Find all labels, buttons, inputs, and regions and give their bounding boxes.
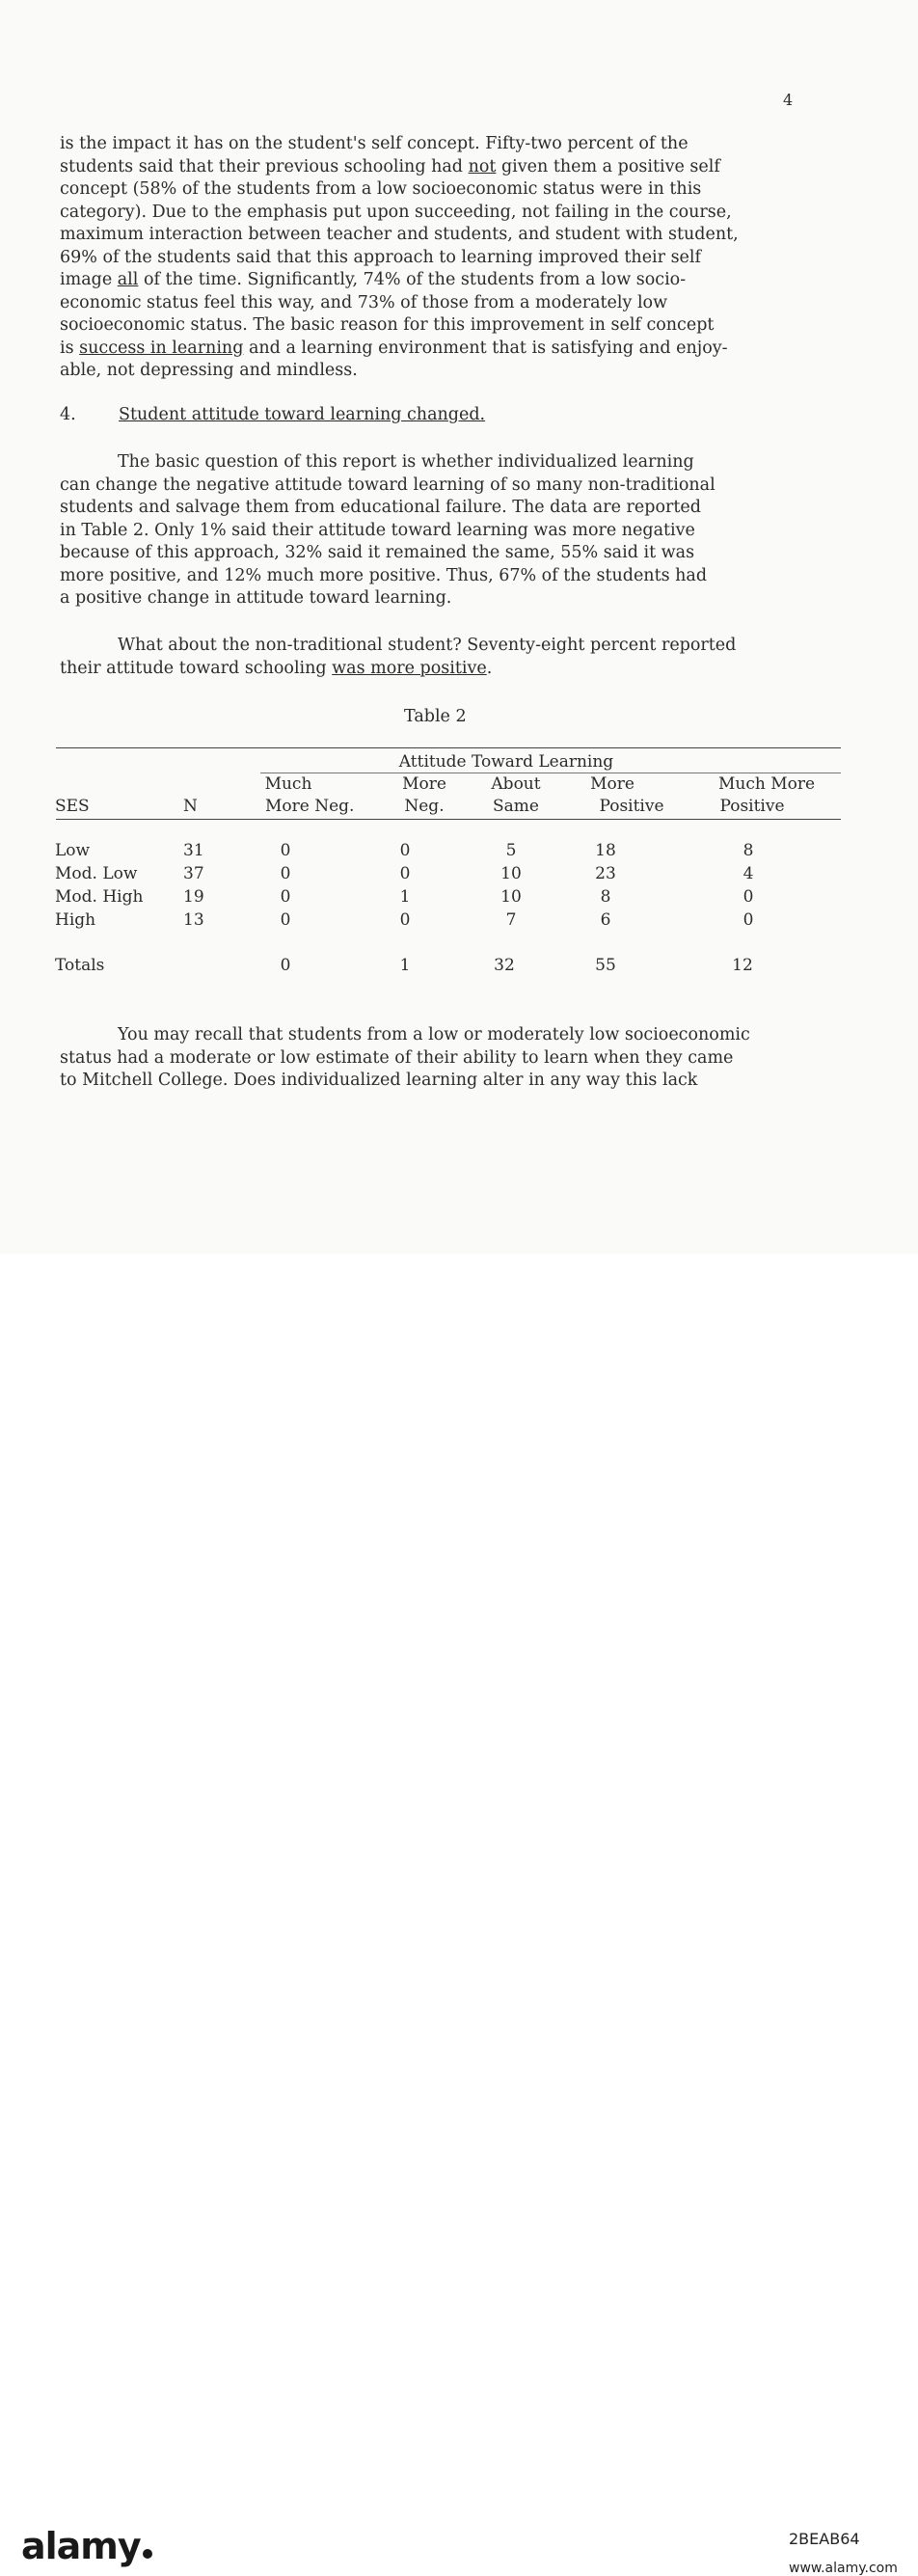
table-title: Table 2	[404, 707, 467, 726]
row-low-ses: Low	[55, 841, 91, 860]
header-about-same-1: About	[491, 774, 541, 794]
row-mod-high-about-same: 10	[500, 887, 522, 907]
totals-label: Totals	[55, 956, 105, 975]
source-url[interactable]: www.alamy.com	[789, 2561, 898, 2576]
row-mod-low-much-more-neg: 0	[280, 864, 291, 883]
row-mod-high-much-more-positive: 0	[742, 887, 754, 907]
paragraph-closing: You may recall that students from a low or moderately low socioeconomic status had a moderate or low estimate of their ability to learn when they came to Mitchell College. Does individualized learning alter in any way this lack	[60, 1025, 750, 1090]
document-page	[0, 0, 918, 1254]
header-more-neg-1: More	[402, 774, 446, 794]
image-code: 2BEAB64	[789, 2530, 860, 2548]
underlined-was-more-positive: was more positive	[332, 658, 487, 678]
section-number: 4.	[60, 405, 76, 424]
row-high-more-positive: 6	[600, 910, 611, 930]
header-n: N	[183, 797, 198, 816]
logo-dot-icon	[143, 2549, 152, 2559]
row-low-more-positive: 18	[595, 841, 616, 860]
header-more-positive-2: Positive	[599, 797, 664, 816]
row-mod-high-more-positive: 8	[600, 887, 611, 907]
row-low-about-same: 5	[505, 841, 517, 860]
totals-much-more-neg: 0	[280, 956, 291, 975]
header-more-positive-1: More	[590, 774, 634, 794]
paragraph-attitude: The basic question of this report is whether individualized learning can change the negative attitude toward learning of so many non-traditional students and salvage them from educational failure. The data are reported in Table 2. Only 1% said their attitude toward learning was more negative because of this approach, 32% said it remained the same, 55% said it was more positive, and 12% much more positive. Thus, 67% of the students had a positive change in attitude toward learning.	[60, 452, 716, 608]
row-low-more-neg: 0	[399, 841, 411, 860]
table-top-rule	[56, 747, 841, 748]
underlined-success-in-learning: success in learning	[79, 338, 244, 358]
header-much-more-neg-1: Much	[264, 774, 312, 794]
header-much-more-positive-2: Positive	[719, 797, 785, 816]
row-mod-high-much-more-neg: 0	[280, 887, 291, 907]
page-number: 4	[783, 91, 794, 109]
row-low-much-more-neg: 0	[280, 841, 291, 860]
totals-much-more-positive: 12	[732, 956, 753, 975]
header-much-more-neg-2: More Neg.	[265, 797, 355, 816]
header-much-more-positive-1: Much More	[717, 774, 816, 794]
section-title: Student attitude toward learning changed.	[119, 405, 486, 424]
totals-about-same: 32	[494, 956, 515, 975]
row-high-much-more-neg: 0	[280, 910, 291, 930]
totals-more-positive: 55	[595, 956, 616, 975]
row-high-ses: High	[55, 910, 96, 930]
row-mod-high-ses: Mod. High	[55, 887, 144, 907]
paragraph-non-traditional: What about the non-traditional student? Seventy-eight percent reported their attitude toward schooling was more positive.	[60, 636, 737, 678]
totals-more-neg: 1	[399, 956, 411, 975]
row-mod-low-much-more-positive: 4	[742, 864, 754, 883]
alamy-logo: alamy	[21, 2525, 152, 2567]
row-high-more-neg: 0	[399, 910, 411, 930]
row-high-n: 13	[183, 910, 204, 930]
row-mod-low-ses: Mod. Low	[55, 864, 138, 883]
row-mod-low-n: 37	[183, 864, 204, 883]
underlined-all: all	[117, 270, 139, 289]
stock-footer-bar	[0, 1254, 918, 2576]
group-header: Attitude Toward Learning	[398, 752, 614, 772]
row-mod-low-more-positive: 23	[595, 864, 616, 883]
row-mod-high-more-neg: 1	[399, 887, 411, 907]
paragraph-self-concept: is the impact it has on the student's self concept. Fifty-two percent of the students said that their previous schooling had not given them a positive self concept (58% of the students from a low socioeconomic status were in this category). Due to the emphasis put upon succeeding, not failing in the course, maximum interaction between teacher and students, and student with student, 69% of the students said that this approach to learning improved their self image all of the time. Significantly, 74% of the students from a low socio- economic status feel this way, and 73% of those from a moderately low socioeconomic status. The basic reason for this improvement in self concept is success in learning and a learning environment that is satisfying and enjoy- able, not depressing and mindless.	[60, 134, 739, 380]
header-ses: SES	[55, 797, 90, 816]
header-about-same-2: Same	[493, 797, 539, 816]
underlined-not: not	[468, 156, 497, 176]
row-mod-low-about-same: 10	[500, 864, 522, 883]
row-low-much-more-positive: 8	[742, 841, 754, 860]
row-high-about-same: 7	[505, 910, 517, 930]
table-header-rule	[56, 819, 841, 820]
row-low-n: 31	[183, 841, 204, 860]
row-mod-low-more-neg: 0	[399, 864, 411, 883]
row-high-much-more-positive: 0	[742, 910, 754, 930]
row-mod-high-n: 19	[183, 887, 204, 907]
header-more-neg-2: Neg.	[404, 797, 445, 816]
